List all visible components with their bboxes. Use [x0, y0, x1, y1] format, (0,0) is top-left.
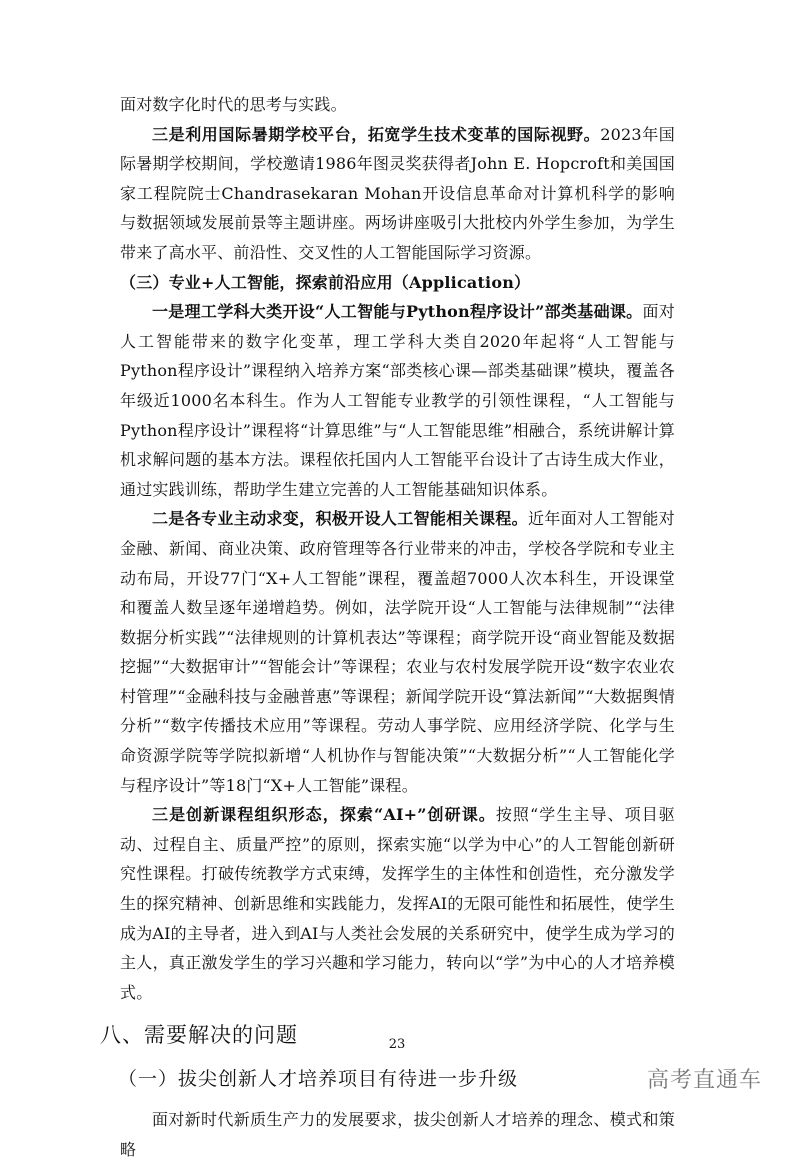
page-number: 23 [388, 1037, 406, 1052]
paragraph-python-course [120, 297, 675, 504]
paragraph-lead: 三是创新课程组织形态，探索“AI+”创研课。 [152, 805, 496, 825]
paragraph-lead: 一是理工学科大类开设“人工智能与Python程序设计”部类基础课。 [152, 302, 643, 322]
paragraph-ai-plus [120, 800, 675, 1007]
subsection-heading: （一）拔尖创新人才培养项目有待进一步升级 [118, 1068, 519, 1091]
paragraph-lead: 三是利用国际暑期学校平台，拓宽学生技术变革的国际视野。 [152, 124, 601, 144]
section-heading: （三）专业+人工智能，探索前沿应用（Application） [120, 272, 531, 292]
paragraph-text: 近年面对人工智能对金融、新闻、商业决策、政府管理等各行业带来的冲击，学校各学院和专业主动布局，开设77门“X+人工智能”课程，覆盖超7000人次本科生，开设课堂和覆盖人数呈逐年递增趋势。例如，法学院开设“人工智能与法律规制”“法律数据分析实践”“法律规则的计算机表达”等课程；商学院开设“商业智能及数据挖掘”“大数据审计”“智能会计”等课程；农业与农村发展学院开设“数字农业农村管理”“金融科技与金融普惠”等课程；新闻学院开设“算法新闻”“大数据舆情分析”“数字传播技术应用”等课程。劳动人事学院、应用经济学院、化学与生命资源学院等学院拟新增“人机协作与智能决策”“大数据分析”“人工智能化学与程序设计”等18门“X+人工智能”课程。 [120, 509, 675, 795]
paragraph-text: 面对人工智能带来的数字化变革，理工学科大类自2020年起将“人工智能与Python程序设计”课程纳入培养方案“部类核心课—部类基础课”模块，覆盖各年级近1000名本科生。作为人工智能专业教学的引领性课程，“人工智能与Python程序设计”课程将“计算思维”与“人工智能思维”相融合，系统讲解计算机求解问题的基本方法。课程依托国内人工智能平台设计了古诗生成大作业，通过实践训练，帮助学生建立完善的人工智能基础知识体系。 [120, 302, 675, 499]
paragraph-text: 2023年国际暑期学校期间，学校邀请1986年图灵奖获得者John E. Hopcroft和美国国家工程院院士Chandrasekaran Mohan开设信息革命对计算机科学的影响与数据领域发展前景等主题讲座。两场讲座吸引大批校内外学生参加，为学生带来了高水平、前沿性、交叉性的人工智能国际学习资源。 [120, 124, 676, 262]
paragraph-lead: 二是各专业主动求变，积极开设人工智能相关课程。 [152, 509, 528, 529]
chapter-heading: 八、需要解决的问题 [100, 1023, 298, 1048]
paragraph-summer-school [120, 120, 675, 268]
paragraph-final: 面对新时代新质生产力的发展要求，拔尖创新人才培养的理念、模式和策略 [120, 1110, 675, 1159]
paragraph-text: 按照“学生主导、项目驱动、过程自主、质量严控”的原则，探索实施“以学为中心”的人工智能创新研究性课程。打破传统教学方式束缚，发挥学生的主体性和创造性，充分激发学生的探究精神、创新思维和实践能力，发挥AI的无限可能性和拓展性，使学生成为AI的主导者，进入到AI与人类社会发展的关系研究中，使学生成为学习的主人，真正激发学生的学习兴趣和学习能力，转向以“学”为中心的人才培养模式。 [120, 805, 675, 1002]
paragraph-continuation: 面对数字化时代的思考与实践。 [120, 95, 347, 114]
document-body [100, 90, 676, 1165]
watermark-logo: 高考直通车 [646, 1068, 762, 1093]
paragraph-ai-courses [120, 504, 675, 800]
